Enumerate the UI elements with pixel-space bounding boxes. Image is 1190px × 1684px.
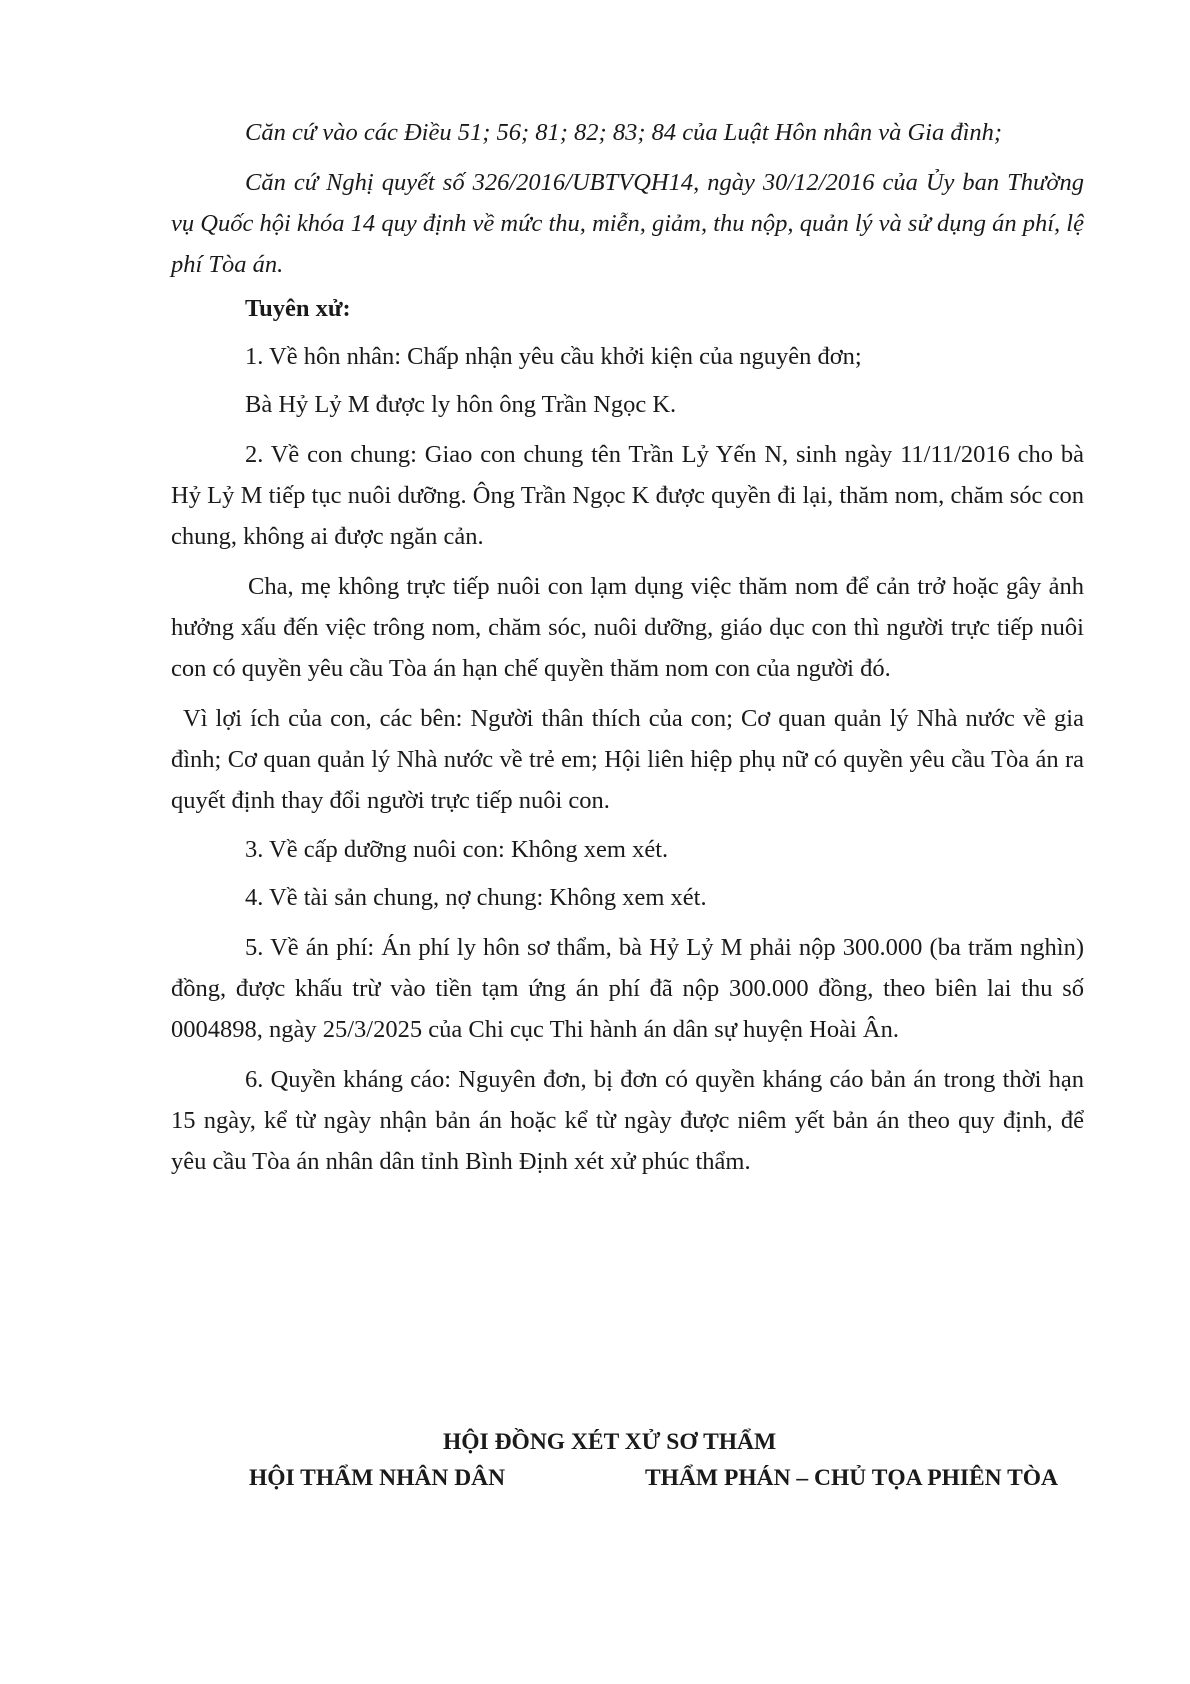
verdict-item-3: 3. Về cấp dưỡng nuôi con: Không xem xét.: [245, 836, 669, 863]
people-assessor-title: HỘI THẨM NHÂN DÂN: [249, 1465, 506, 1491]
verdict-item-4: 4. Về tài sản chung, nợ chung: Không xem xét.: [245, 884, 707, 911]
verdict-item-6: 6. Quyền kháng cáo: Nguyên đơn, bị đơn có quyền kháng cáo bản án trong thời hạn 15 ngày, kể từ ngày nhận bản án hoặc kể từ ngày được niêm yết bản án theo quy định, để yêu cầu Tòa án nhân dân tỉnh Bình Định xét xử phúc thẩm.: [171, 1066, 1084, 1175]
verdict-item-2: 2. Về con chung: Giao con chung tên Trần Lỷ Yến N, sinh ngày 11/11/2016 cho bà Hỷ Lỷ M tiếp tục nuôi dưỡng. Ông Trần Ngọc K được quyền đi lại, thăm nom, chăm sóc con chung, không ai được ngăn cản.: [171, 441, 1084, 550]
trial-panel-title: HỘI ĐỒNG XÉT XỬ SƠ THẨM: [443, 1429, 777, 1455]
legal-basis-1: Căn cứ vào các Điều 51; 56; 81; 82; 83; 84 của Luật Hôn nhân và Gia đình;: [245, 119, 1003, 146]
presiding-judge-title: THẨM PHÁN – CHỦ TỌA PHIÊN TÒA: [645, 1465, 1059, 1491]
verdict-heading: Tuyên xử:: [245, 295, 351, 322]
verdict-item-2-visitation: Cha, mẹ không trực tiếp nuôi con lạm dụng việc thăm nom để cản trở hoặc gây ảnh hưởng xấu đến việc trông nom, chăm sóc, nuôi dưỡng, giáo dục con thì người trực tiếp nuôi con có quyền yêu cầu Tòa án hạn chế quyền thăm nom con của người đó.: [171, 573, 1084, 682]
verdict-item-5: 5. Về án phí: Án phí ly hôn sơ thẩm, bà Hỷ Lỷ M phải nộp 300.000 (ba trăm nghìn) đồng, được khấu trừ vào tiền tạm ứng án phí đã nộp 300.000 đồng, theo biên lai thu số 0004898, ngày 25/3/2025 của Chi cục Thi hành án dân sự huyện Hoài Ân.: [171, 934, 1084, 1043]
verdict-item-1-detail: Bà Hỷ Lỷ M được ly hôn ông Trần Ngọc K.: [245, 391, 677, 418]
document-body: [171, 112, 1084, 1182]
legal-basis-2: Căn cứ Nghị quyết số 326/2016/UBTVQH14, ngày 30/12/2016 của Ủy ban Thường vụ Quốc hội khóa 14 quy định về mức thu, miễn, giảm, thu nộp, quản lý và sử dụng án phí, lệ phí Tòa án.: [171, 169, 1084, 278]
verdict-item-1: 1. Về hôn nhân: Chấp nhận yêu cầu khởi kiện của nguyên đơn;: [245, 343, 862, 370]
verdict-item-2-custody-change: Vì lợi ích của con, các bên: Người thân thích của con; Cơ quan quản lý Nhà nước về gia đình; Cơ quan quản lý Nhà nước về trẻ em; Hội liên hiệp phụ nữ có quyền yêu cầu Tòa án ra quyết định thay đổi người trực tiếp nuôi con.: [171, 705, 1084, 814]
